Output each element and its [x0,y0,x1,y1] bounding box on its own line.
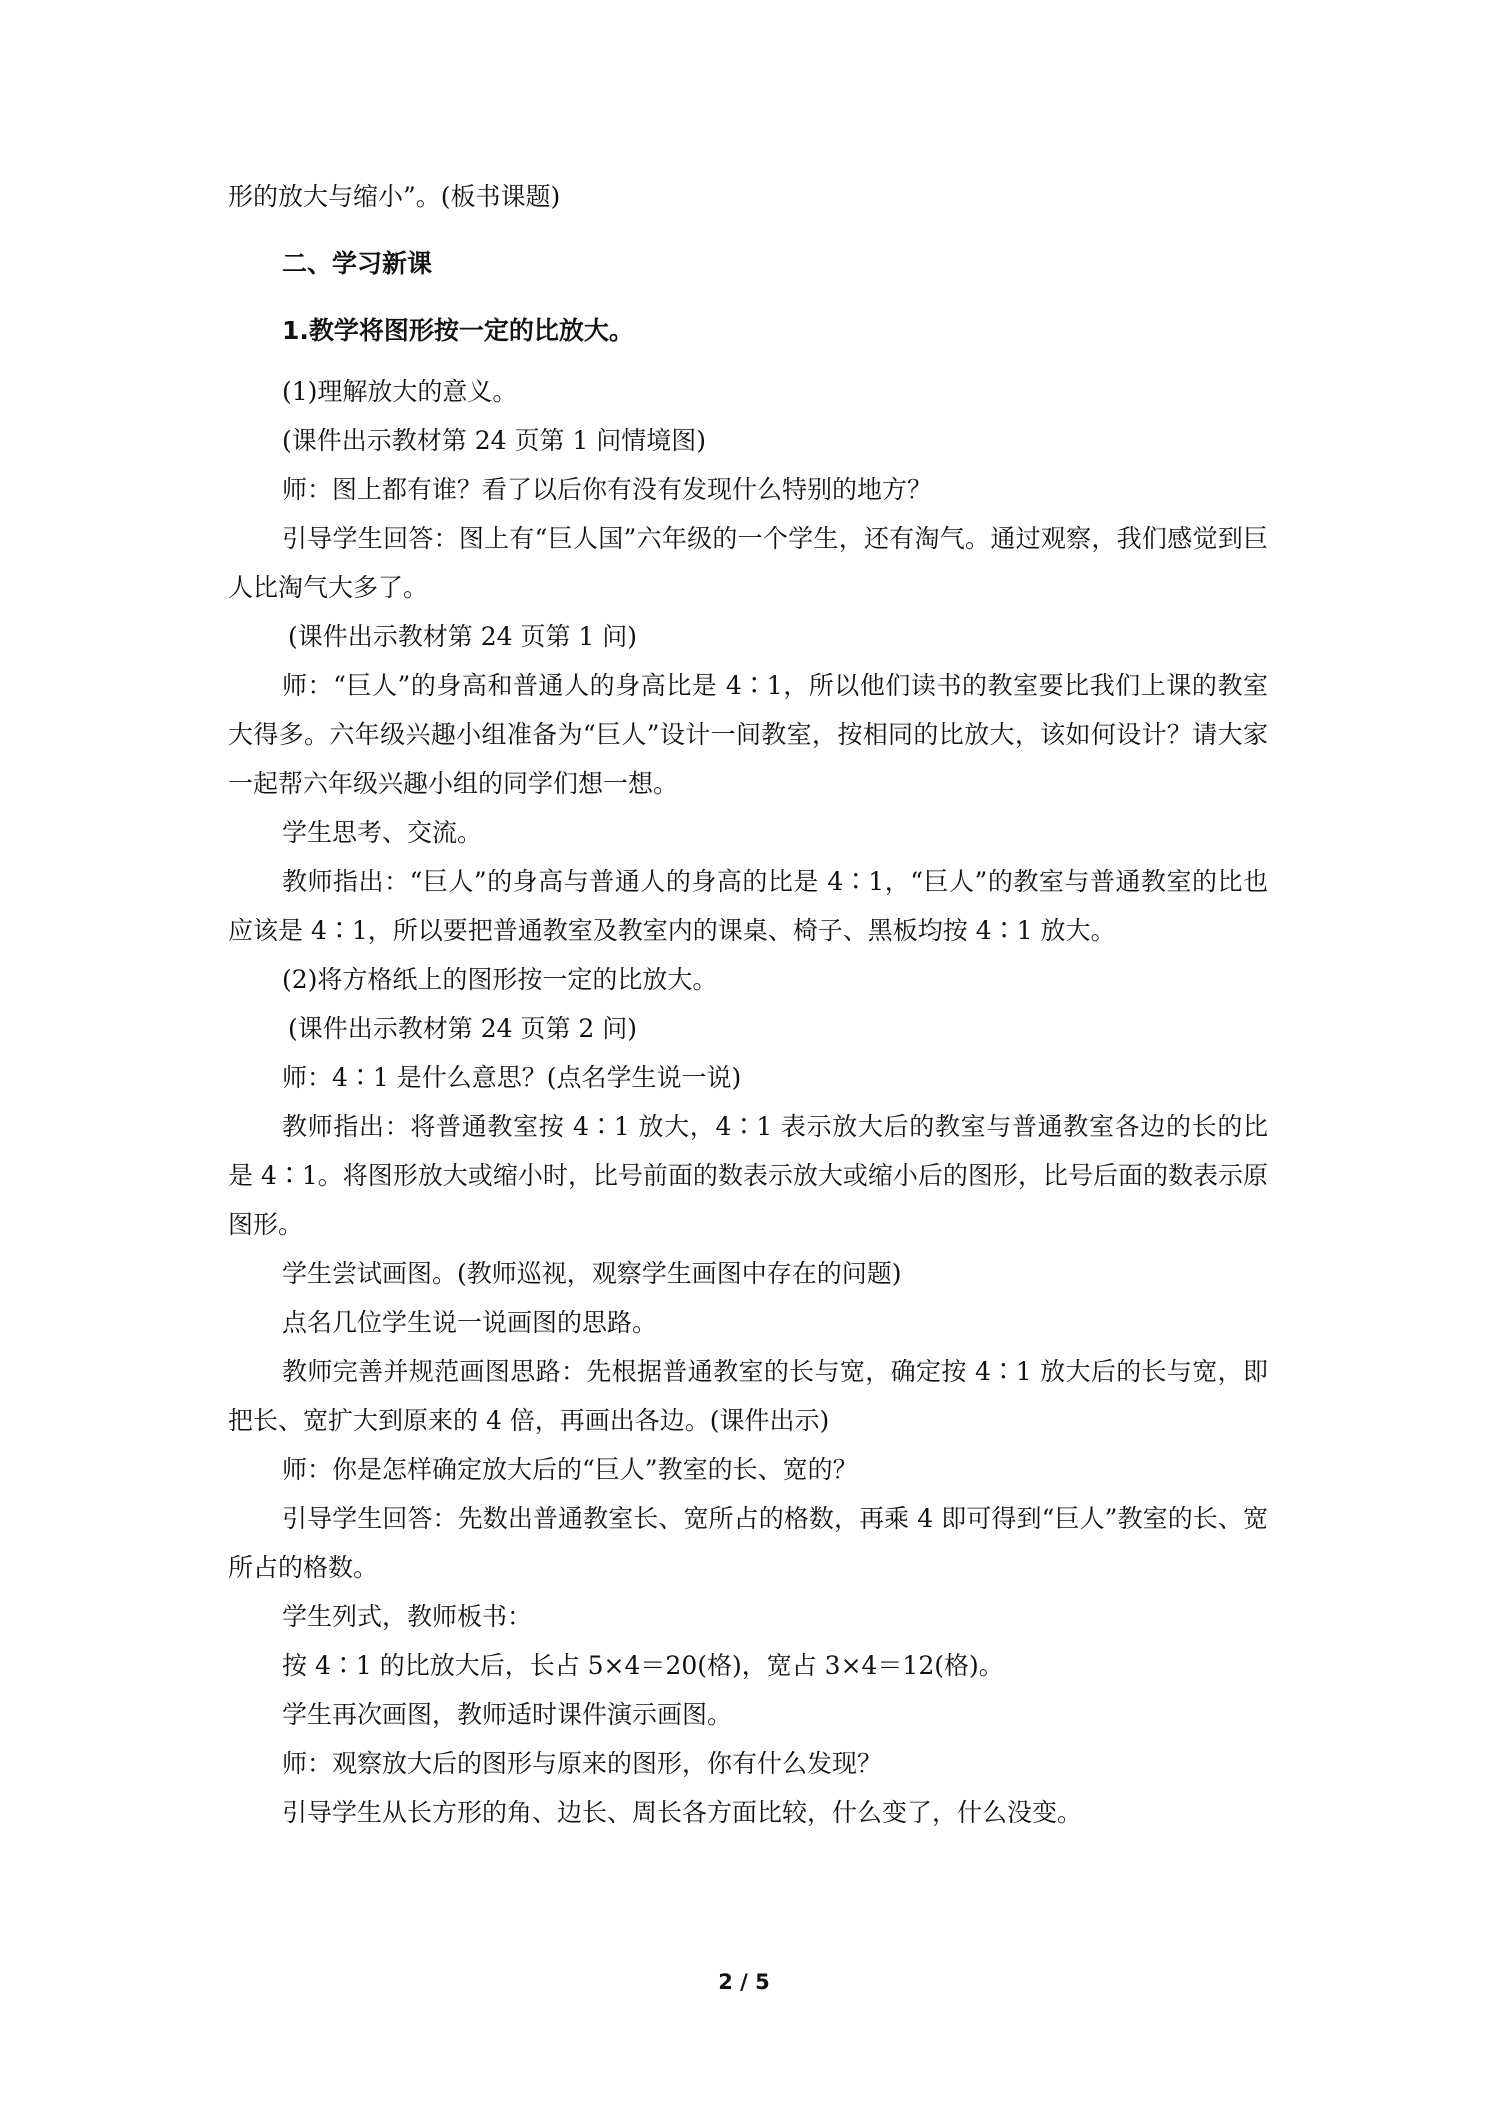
paragraph: 引导学生从长方形的角、边长、周长各方面比较，什么变了，什么没变。 [282,1798,1083,1827]
paragraph: (课件出示教材第 24 页第 2 问) [288,1014,638,1043]
paragraph: 引导学生回答：先数出普通教室长、宽所占的格数，再乘 4 即可得到“巨人”教室的长、宽所占的格数。 [228,1504,1268,1582]
paragraph: 教师完善并规范画图思路：先根据普通教室的长与宽，确定按 4∶1 放大后的长与宽，即把长、宽扩大到原来的 4 倍，再画出各边。(课件出示) [228,1357,1268,1435]
paragraph: (课件出示教材第 24 页第 1 问情境图) [282,426,707,455]
paragraph: 学生思考、交流。 [282,818,483,847]
paragraph: 点名几位学生说一说画图的思路。 [282,1308,658,1337]
paragraph: 学生再次画图，教师适时课件演示画图。 [282,1700,733,1729]
paragraph: (课件出示教材第 24 页第 1 问) [288,622,638,651]
document-body [228,172,1268,1837]
paragraph: 学生尝试画图。(教师巡视，观察学生画图中存在的问题) [282,1259,902,1288]
subsection-heading: 1.教学将图形按一定的比放大。 [282,316,634,345]
paragraph: 师：观察放大后的图形与原来的图形，你有什么发现？ [282,1749,883,1778]
paragraph-continuation: 形的放大与缩小”。(板书课题) [228,182,561,211]
paragraph: 教师指出：“巨人”的身高与普通人的身高的比是 4∶1，“巨人”的教室与普通教室的比也应该是 4∶1，所以要把普通教室及教室内的课桌、椅子、黑板均按 4∶1 放大。 [228,867,1268,945]
paragraph: (1)理解放大的意义。 [282,377,518,406]
paragraph: 师：图上都有谁？看了以后你有没有发现什么特别的地方？ [282,475,933,504]
paragraph: 师：4∶1 是什么意思？(点名学生说一说) [282,1063,742,1092]
paragraph: (2)将方格纸上的图形按一定的比放大。 [282,965,718,994]
paragraph: 引导学生回答：图上有“巨人国”六年级的一个学生，还有淘气。通过观察，我们感觉到巨人比淘气大多了。 [228,524,1268,602]
paragraph: 教师指出：将普通教室按 4∶1 放大，4∶1 表示放大后的教室与普通教室各边的长的比是 4∶1。将图形放大或缩小时，比号前面的数表示放大或缩小后的图形，比号后面的数表示原图形。 [228,1112,1268,1239]
page-number: 2 / 5 [718,1970,770,1994]
paragraph: 师：“巨人”的身高和普通人的身高比是 4∶1，所以他们读书的教室要比我们上课的教室大得多。六年级兴趣小组准备为“巨人”设计一间教室，按相同的比放大，该如何设计？请大家一起帮六年级兴趣小组的同学们想一想。 [228,671,1268,798]
section-heading: 二、学习新课 [282,249,433,278]
paragraph: 学生列式，教师板书： [282,1602,533,1631]
paragraph: 按 4∶1 的比放大后，长占 5×4＝20(格)，宽占 3×4＝12(格)。 [282,1651,1004,1680]
paragraph: 师：你是怎样确定放大后的“巨人”教室的长、宽的？ [282,1455,858,1484]
